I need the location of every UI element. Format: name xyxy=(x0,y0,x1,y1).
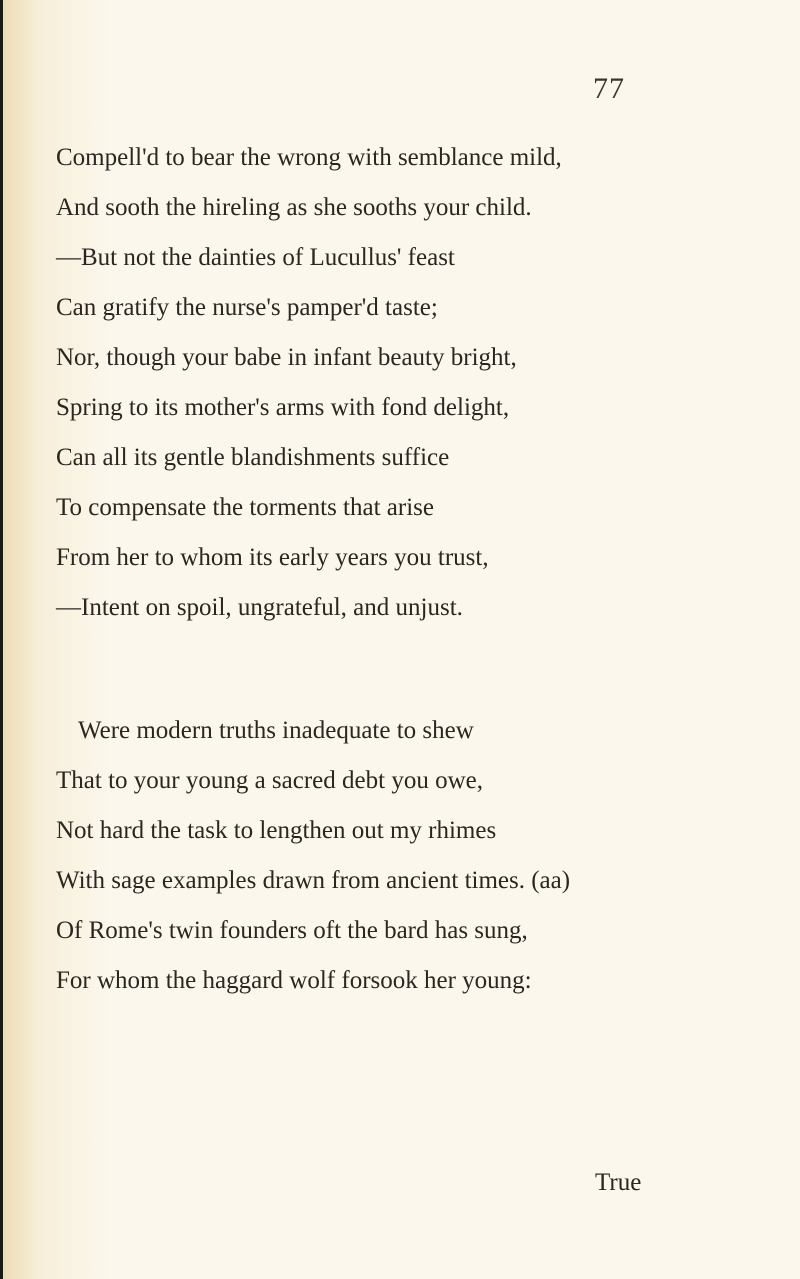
verse-line: —But not the dainties of Lucullus' feast xyxy=(56,244,455,271)
verse-line: Compell'd to bear the wrong with semblance mild, xyxy=(56,144,562,171)
verse-line: To compensate the torments that arise xyxy=(56,494,434,521)
catchword: True xyxy=(595,1169,642,1196)
verse-line: —Intent on spoil, ungrateful, and unjust. xyxy=(56,594,463,621)
page-spine-edge xyxy=(0,0,3,1279)
verse-line: With sage examples drawn from ancient times. (aa) xyxy=(56,867,571,894)
verse-line: And sooth the hireling as she sooths your child. xyxy=(56,194,532,221)
verse-line: Not hard the task to lengthen out my rhimes xyxy=(56,817,497,844)
verse-line: Can gratify the nurse's pamper'd taste; xyxy=(56,294,438,321)
verse-line: From her to whom its early years you trust, xyxy=(56,544,489,571)
page-number: 77 xyxy=(593,72,625,105)
verse-line: That to your young a sacred debt you owe, xyxy=(56,767,483,794)
verse-line-indented: Were modern truths inadequate to shew xyxy=(78,717,474,744)
verse-line: Can all its gentle blandishments suffice xyxy=(56,444,450,471)
verse-line: Spring to its mother's arms with fond delight, xyxy=(56,394,510,421)
verse-line: Nor, though your babe in infant beauty bright, xyxy=(56,344,517,371)
verse-line: Of Rome's twin founders oft the bard has sung, xyxy=(56,917,528,944)
verse-line: For whom the haggard wolf forsook her young: xyxy=(56,967,532,994)
